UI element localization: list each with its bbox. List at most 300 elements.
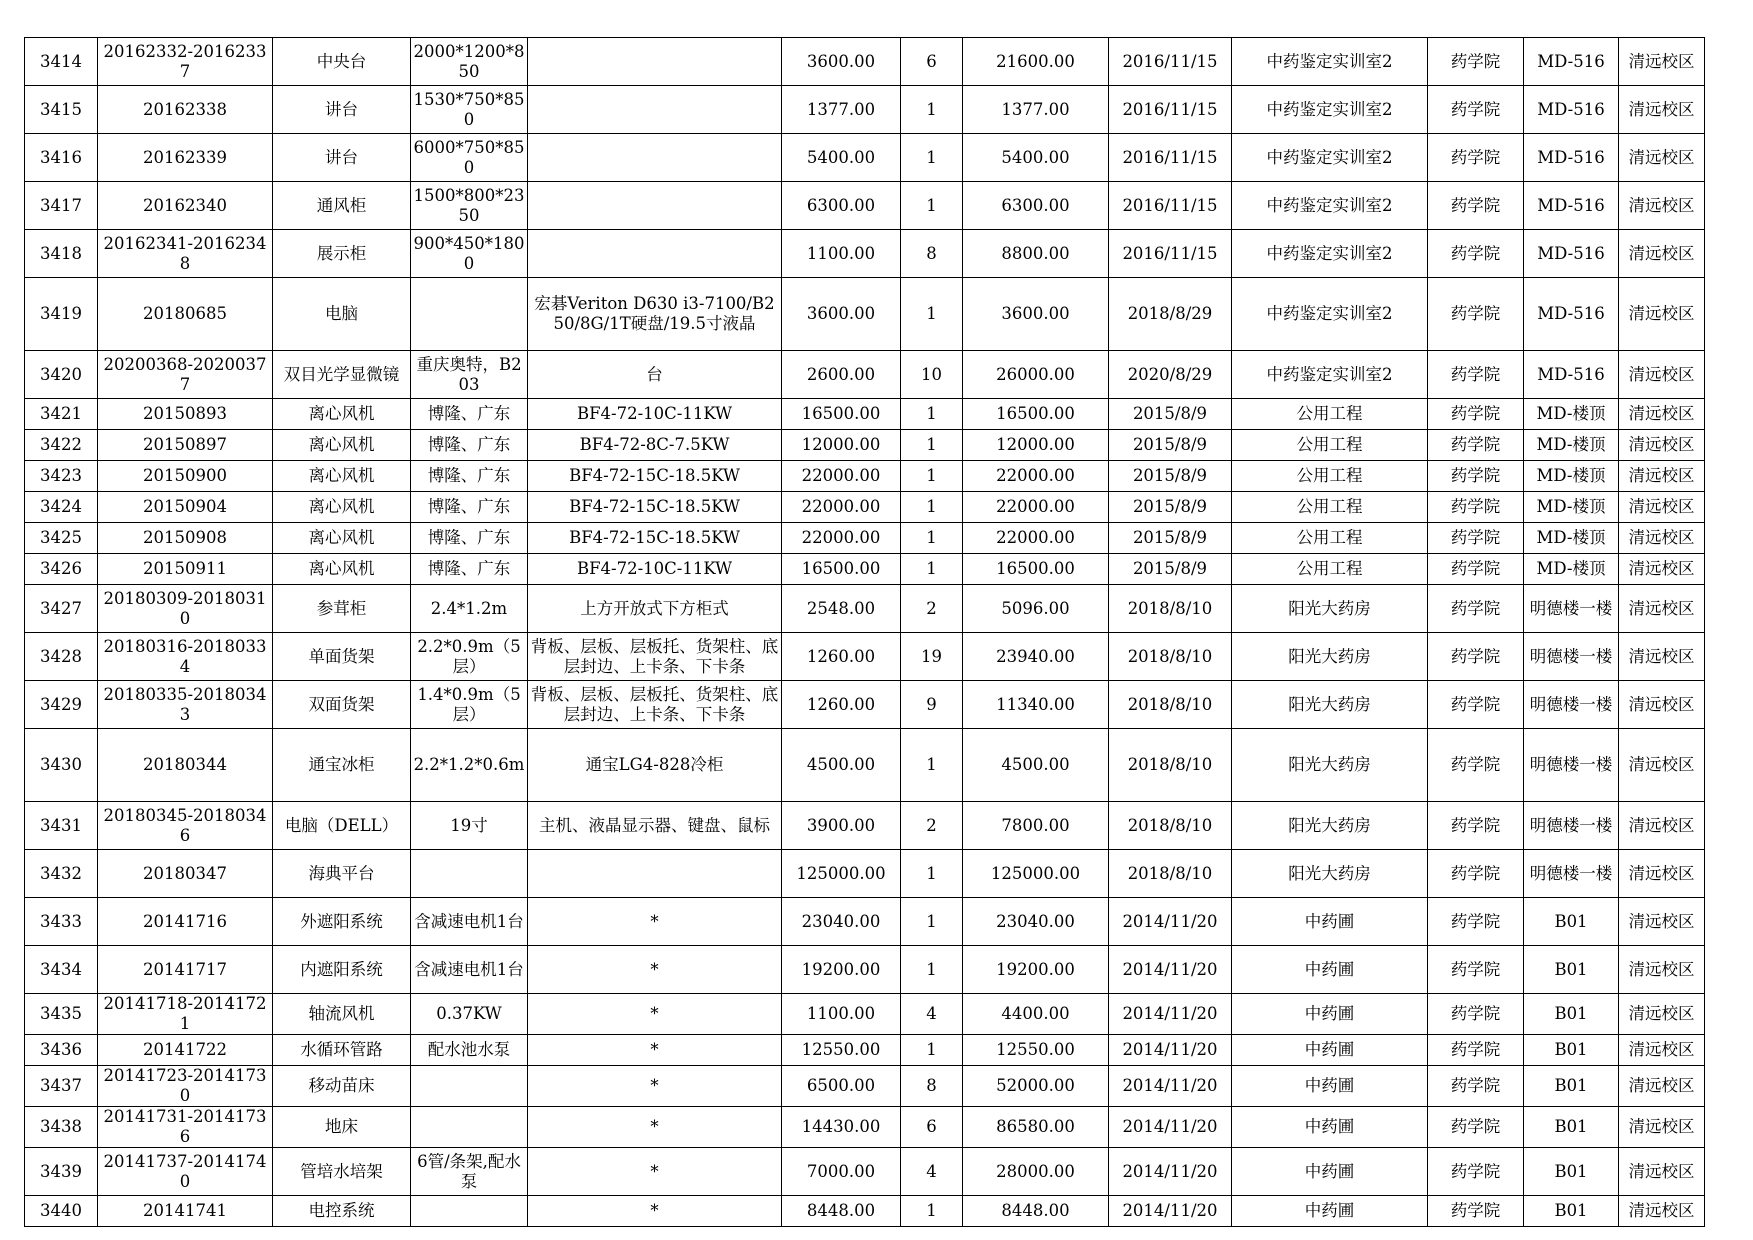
cell-room: B01 bbox=[1524, 1148, 1619, 1196]
cell-model: 台 bbox=[528, 351, 782, 399]
cell-location: 公用工程 bbox=[1232, 554, 1428, 585]
cell-purchase-date: 2016/11/15 bbox=[1109, 38, 1232, 86]
cell-total-amount: 3600.00 bbox=[963, 278, 1109, 351]
cell-room: MD-楼顶 bbox=[1524, 492, 1619, 523]
cell-row-number: 3416 bbox=[25, 134, 98, 182]
cell-department: 药学院 bbox=[1428, 1035, 1524, 1066]
cell-asset-code: 20141723-20141730 bbox=[98, 1066, 273, 1107]
cell-quantity: 1 bbox=[901, 492, 963, 523]
cell-room: MD-516 bbox=[1524, 38, 1619, 86]
cell-row-number: 3434 bbox=[25, 946, 98, 994]
cell-campus: 清远校区 bbox=[1619, 461, 1705, 492]
cell-room: MD-516 bbox=[1524, 278, 1619, 351]
cell-department: 药学院 bbox=[1428, 230, 1524, 278]
cell-unit-price: 4500.00 bbox=[782, 729, 901, 802]
cell-purchase-date: 2018/8/10 bbox=[1109, 802, 1232, 850]
cell-quantity: 6 bbox=[901, 1107, 963, 1148]
table-row bbox=[25, 946, 1705, 994]
cell-total-amount: 21600.00 bbox=[963, 38, 1109, 86]
cell-unit-price: 1100.00 bbox=[782, 994, 901, 1035]
cell-row-number: 3414 bbox=[25, 38, 98, 86]
cell-spec: 博隆、广东 bbox=[411, 461, 528, 492]
cell-department: 药学院 bbox=[1428, 729, 1524, 802]
cell-quantity: 8 bbox=[901, 1066, 963, 1107]
cell-purchase-date: 2016/11/15 bbox=[1109, 134, 1232, 182]
cell-total-amount: 12000.00 bbox=[963, 430, 1109, 461]
cell-total-amount: 11340.00 bbox=[963, 681, 1109, 729]
cell-asset-code: 20141716 bbox=[98, 898, 273, 946]
cell-location: 公用工程 bbox=[1232, 461, 1428, 492]
table-row bbox=[25, 850, 1705, 898]
cell-total-amount: 6300.00 bbox=[963, 182, 1109, 230]
cell-row-number: 3431 bbox=[25, 802, 98, 850]
table-row bbox=[25, 523, 1705, 554]
cell-room: 明德楼一楼 bbox=[1524, 850, 1619, 898]
cell-asset-code: 20150911 bbox=[98, 554, 273, 585]
cell-unit-price: 1100.00 bbox=[782, 230, 901, 278]
cell-asset-name: 外遮阳系统 bbox=[273, 898, 411, 946]
cell-asset-code: 20141737-20141740 bbox=[98, 1148, 273, 1196]
cell-location: 中药鉴定实训室2 bbox=[1232, 38, 1428, 86]
cell-campus: 清远校区 bbox=[1619, 86, 1705, 134]
cell-unit-price: 12550.00 bbox=[782, 1035, 901, 1066]
cell-asset-name: 移动苗床 bbox=[273, 1066, 411, 1107]
cell-quantity: 8 bbox=[901, 230, 963, 278]
cell-quantity: 1 bbox=[901, 430, 963, 461]
cell-location: 阳光大药房 bbox=[1232, 681, 1428, 729]
cell-department: 药学院 bbox=[1428, 399, 1524, 430]
cell-asset-name: 轴流风机 bbox=[273, 994, 411, 1035]
cell-total-amount: 4400.00 bbox=[963, 994, 1109, 1035]
cell-row-number: 3437 bbox=[25, 1066, 98, 1107]
cell-row-number: 3417 bbox=[25, 182, 98, 230]
cell-quantity: 4 bbox=[901, 994, 963, 1035]
cell-room: MD-楼顶 bbox=[1524, 461, 1619, 492]
cell-location: 中药圃 bbox=[1232, 1035, 1428, 1066]
cell-department: 药学院 bbox=[1428, 351, 1524, 399]
table-row bbox=[25, 681, 1705, 729]
cell-unit-price: 8448.00 bbox=[782, 1196, 901, 1227]
cell-purchase-date: 2018/8/29 bbox=[1109, 278, 1232, 351]
cell-unit-price: 3900.00 bbox=[782, 802, 901, 850]
cell-row-number: 3415 bbox=[25, 86, 98, 134]
cell-campus: 清远校区 bbox=[1619, 850, 1705, 898]
cell-department: 药学院 bbox=[1428, 38, 1524, 86]
cell-spec: 重庆奥特，B203 bbox=[411, 351, 528, 399]
cell-department: 药学院 bbox=[1428, 802, 1524, 850]
cell-room: MD-楼顶 bbox=[1524, 399, 1619, 430]
cell-asset-name: 地床 bbox=[273, 1107, 411, 1148]
cell-spec: 0.37KW bbox=[411, 994, 528, 1035]
cell-spec: 博隆、广东 bbox=[411, 523, 528, 554]
cell-asset-code: 20180347 bbox=[98, 850, 273, 898]
cell-spec: 1500*800*2350 bbox=[411, 182, 528, 230]
cell-purchase-date: 2018/8/10 bbox=[1109, 585, 1232, 633]
cell-room: B01 bbox=[1524, 1066, 1619, 1107]
cell-purchase-date: 2016/11/15 bbox=[1109, 182, 1232, 230]
cell-total-amount: 8800.00 bbox=[963, 230, 1109, 278]
cell-total-amount: 12550.00 bbox=[963, 1035, 1109, 1066]
cell-quantity: 1 bbox=[901, 554, 963, 585]
cell-total-amount: 1377.00 bbox=[963, 86, 1109, 134]
cell-department: 药学院 bbox=[1428, 278, 1524, 351]
table-row bbox=[25, 898, 1705, 946]
cell-total-amount: 16500.00 bbox=[963, 554, 1109, 585]
cell-unit-price: 14430.00 bbox=[782, 1107, 901, 1148]
cell-location: 公用工程 bbox=[1232, 430, 1428, 461]
cell-room: 明德楼一楼 bbox=[1524, 729, 1619, 802]
cell-spec: 博隆、广东 bbox=[411, 492, 528, 523]
cell-asset-name: 水循环管路 bbox=[273, 1035, 411, 1066]
cell-campus: 清远校区 bbox=[1619, 430, 1705, 461]
cell-unit-price: 6500.00 bbox=[782, 1066, 901, 1107]
cell-room: MD-516 bbox=[1524, 86, 1619, 134]
cell-location: 中药圃 bbox=[1232, 898, 1428, 946]
cell-total-amount: 4500.00 bbox=[963, 729, 1109, 802]
cell-model: * bbox=[528, 946, 782, 994]
cell-location: 中药鉴定实训室2 bbox=[1232, 351, 1428, 399]
cell-spec: 2.2*0.9m（5层） bbox=[411, 633, 528, 681]
cell-room: 明德楼一楼 bbox=[1524, 633, 1619, 681]
cell-room: B01 bbox=[1524, 946, 1619, 994]
cell-model: BF4-72-8C-7.5KW bbox=[528, 430, 782, 461]
cell-row-number: 3426 bbox=[25, 554, 98, 585]
cell-quantity: 1 bbox=[901, 399, 963, 430]
cell-asset-code: 20162332-20162337 bbox=[98, 38, 273, 86]
cell-quantity: 10 bbox=[901, 351, 963, 399]
cell-spec: 1.4*0.9m（5层） bbox=[411, 681, 528, 729]
cell-spec: 1530*750*850 bbox=[411, 86, 528, 134]
cell-row-number: 3440 bbox=[25, 1196, 98, 1227]
cell-model: * bbox=[528, 898, 782, 946]
cell-location: 中药鉴定实训室2 bbox=[1232, 86, 1428, 134]
cell-model: * bbox=[528, 1196, 782, 1227]
cell-asset-code: 20141731-20141736 bbox=[98, 1107, 273, 1148]
cell-model: 背板、层板、层板托、货架柱、底层封边、上卡条、下卡条 bbox=[528, 633, 782, 681]
cell-model: 通宝LG4-828冷柜 bbox=[528, 729, 782, 802]
asset-table-body bbox=[25, 38, 1705, 1227]
cell-location: 中药圃 bbox=[1232, 994, 1428, 1035]
cell-quantity: 1 bbox=[901, 86, 963, 134]
cell-spec: 含减速电机1台 bbox=[411, 946, 528, 994]
cell-asset-name: 离心风机 bbox=[273, 523, 411, 554]
cell-purchase-date: 2015/8/9 bbox=[1109, 461, 1232, 492]
cell-total-amount: 86580.00 bbox=[963, 1107, 1109, 1148]
cell-quantity: 9 bbox=[901, 681, 963, 729]
cell-total-amount: 5096.00 bbox=[963, 585, 1109, 633]
cell-asset-name: 参茸柜 bbox=[273, 585, 411, 633]
cell-total-amount: 19200.00 bbox=[963, 946, 1109, 994]
cell-unit-price: 5400.00 bbox=[782, 134, 901, 182]
cell-spec: 900*450*1800 bbox=[411, 230, 528, 278]
cell-quantity: 1 bbox=[901, 850, 963, 898]
cell-asset-code: 20141718-20141721 bbox=[98, 994, 273, 1035]
cell-campus: 清远校区 bbox=[1619, 898, 1705, 946]
cell-row-number: 3429 bbox=[25, 681, 98, 729]
table-row bbox=[25, 461, 1705, 492]
cell-purchase-date: 2015/8/9 bbox=[1109, 399, 1232, 430]
cell-quantity: 1 bbox=[901, 182, 963, 230]
cell-total-amount: 23040.00 bbox=[963, 898, 1109, 946]
cell-purchase-date: 2016/11/15 bbox=[1109, 86, 1232, 134]
cell-location: 中药圃 bbox=[1232, 946, 1428, 994]
cell-quantity: 1 bbox=[901, 523, 963, 554]
table-row bbox=[25, 182, 1705, 230]
cell-spec: 博隆、广东 bbox=[411, 554, 528, 585]
cell-unit-price: 22000.00 bbox=[782, 461, 901, 492]
cell-asset-code: 20162341-20162348 bbox=[98, 230, 273, 278]
cell-spec: 配水池水泵 bbox=[411, 1035, 528, 1066]
cell-model bbox=[528, 86, 782, 134]
cell-row-number: 3433 bbox=[25, 898, 98, 946]
cell-quantity: 19 bbox=[901, 633, 963, 681]
table-row bbox=[25, 430, 1705, 461]
cell-department: 药学院 bbox=[1428, 1066, 1524, 1107]
cell-department: 药学院 bbox=[1428, 1196, 1524, 1227]
cell-unit-price: 22000.00 bbox=[782, 523, 901, 554]
cell-campus: 清远校区 bbox=[1619, 994, 1705, 1035]
cell-quantity: 1 bbox=[901, 278, 963, 351]
cell-model: * bbox=[528, 994, 782, 1035]
cell-total-amount: 22000.00 bbox=[963, 523, 1109, 554]
cell-room: MD-516 bbox=[1524, 230, 1619, 278]
table-row bbox=[25, 585, 1705, 633]
cell-department: 药学院 bbox=[1428, 898, 1524, 946]
cell-campus: 清远校区 bbox=[1619, 1196, 1705, 1227]
cell-spec: 2000*1200*850 bbox=[411, 38, 528, 86]
cell-campus: 清远校区 bbox=[1619, 351, 1705, 399]
cell-asset-name: 双目光学显微镜 bbox=[273, 351, 411, 399]
cell-model: * bbox=[528, 1107, 782, 1148]
cell-spec: 6000*750*850 bbox=[411, 134, 528, 182]
cell-spec: 博隆、广东 bbox=[411, 430, 528, 461]
cell-campus: 清远校区 bbox=[1619, 1148, 1705, 1196]
cell-row-number: 3427 bbox=[25, 585, 98, 633]
cell-campus: 清远校区 bbox=[1619, 1066, 1705, 1107]
cell-campus: 清远校区 bbox=[1619, 278, 1705, 351]
cell-quantity: 1 bbox=[901, 1196, 963, 1227]
cell-purchase-date: 2014/11/20 bbox=[1109, 1066, 1232, 1107]
cell-model bbox=[528, 182, 782, 230]
cell-asset-name: 单面货架 bbox=[273, 633, 411, 681]
cell-unit-price: 23040.00 bbox=[782, 898, 901, 946]
cell-row-number: 3420 bbox=[25, 351, 98, 399]
cell-purchase-date: 2018/8/10 bbox=[1109, 729, 1232, 802]
cell-spec: 19寸 bbox=[411, 802, 528, 850]
cell-unit-price: 22000.00 bbox=[782, 492, 901, 523]
table-row bbox=[25, 492, 1705, 523]
cell-location: 中药鉴定实训室2 bbox=[1232, 182, 1428, 230]
cell-purchase-date: 2018/8/10 bbox=[1109, 633, 1232, 681]
cell-location: 中药鉴定实训室2 bbox=[1232, 278, 1428, 351]
cell-unit-price: 2600.00 bbox=[782, 351, 901, 399]
cell-room: MD-516 bbox=[1524, 182, 1619, 230]
cell-unit-price: 125000.00 bbox=[782, 850, 901, 898]
cell-asset-code: 20180685 bbox=[98, 278, 273, 351]
cell-spec: 含减速电机1台 bbox=[411, 898, 528, 946]
cell-spec bbox=[411, 1066, 528, 1107]
cell-room: MD-516 bbox=[1524, 351, 1619, 399]
cell-asset-name: 电脑 bbox=[273, 278, 411, 351]
cell-model: * bbox=[528, 1148, 782, 1196]
cell-row-number: 3438 bbox=[25, 1107, 98, 1148]
cell-room: MD-516 bbox=[1524, 134, 1619, 182]
cell-department: 药学院 bbox=[1428, 430, 1524, 461]
cell-purchase-date: 2018/8/10 bbox=[1109, 681, 1232, 729]
cell-campus: 清远校区 bbox=[1619, 681, 1705, 729]
cell-row-number: 3423 bbox=[25, 461, 98, 492]
cell-model bbox=[528, 850, 782, 898]
cell-location: 中药圃 bbox=[1232, 1196, 1428, 1227]
cell-total-amount: 5400.00 bbox=[963, 134, 1109, 182]
cell-model: * bbox=[528, 1035, 782, 1066]
cell-department: 药学院 bbox=[1428, 461, 1524, 492]
table-row bbox=[25, 86, 1705, 134]
cell-location: 阳光大药房 bbox=[1232, 633, 1428, 681]
table-row bbox=[25, 278, 1705, 351]
table-row bbox=[25, 1196, 1705, 1227]
cell-location: 公用工程 bbox=[1232, 399, 1428, 430]
cell-room: MD-楼顶 bbox=[1524, 523, 1619, 554]
cell-spec: 博隆、广东 bbox=[411, 399, 528, 430]
cell-location: 阳光大药房 bbox=[1232, 585, 1428, 633]
table-row bbox=[25, 802, 1705, 850]
cell-spec bbox=[411, 278, 528, 351]
cell-model: * bbox=[528, 1066, 782, 1107]
cell-unit-price: 1377.00 bbox=[782, 86, 901, 134]
cell-room: MD-楼顶 bbox=[1524, 554, 1619, 585]
cell-total-amount: 22000.00 bbox=[963, 492, 1109, 523]
cell-quantity: 1 bbox=[901, 898, 963, 946]
cell-asset-code: 20180345-20180346 bbox=[98, 802, 273, 850]
cell-campus: 清远校区 bbox=[1619, 802, 1705, 850]
cell-location: 阳光大药房 bbox=[1232, 850, 1428, 898]
cell-model: 背板、层板、层板托、货架柱、底层封边、上卡条、下卡条 bbox=[528, 681, 782, 729]
table-row bbox=[25, 351, 1705, 399]
cell-unit-price: 3600.00 bbox=[782, 278, 901, 351]
cell-campus: 清远校区 bbox=[1619, 554, 1705, 585]
table-row bbox=[25, 38, 1705, 86]
table-row bbox=[25, 554, 1705, 585]
cell-department: 药学院 bbox=[1428, 492, 1524, 523]
cell-campus: 清远校区 bbox=[1619, 134, 1705, 182]
cell-purchase-date: 2014/11/20 bbox=[1109, 946, 1232, 994]
cell-location: 公用工程 bbox=[1232, 523, 1428, 554]
cell-campus: 清远校区 bbox=[1619, 729, 1705, 802]
cell-asset-name: 离心风机 bbox=[273, 492, 411, 523]
cell-quantity: 1 bbox=[901, 1035, 963, 1066]
cell-purchase-date: 2015/8/9 bbox=[1109, 492, 1232, 523]
cell-room: B01 bbox=[1524, 1107, 1619, 1148]
cell-model: 上方开放式下方柜式 bbox=[528, 585, 782, 633]
table-row bbox=[25, 1107, 1705, 1148]
table-row bbox=[25, 729, 1705, 802]
cell-department: 药学院 bbox=[1428, 182, 1524, 230]
cell-model: BF4-72-10C-11KW bbox=[528, 554, 782, 585]
cell-campus: 清远校区 bbox=[1619, 38, 1705, 86]
cell-model: 宏碁Veriton D630 i3-7100/B250/8G/1T硬盘/19.5寸液晶 bbox=[528, 278, 782, 351]
cell-asset-name: 电脑（DELL） bbox=[273, 802, 411, 850]
cell-total-amount: 26000.00 bbox=[963, 351, 1109, 399]
cell-model: 主机、液晶显示器、键盘、鼠标 bbox=[528, 802, 782, 850]
cell-purchase-date: 2014/11/20 bbox=[1109, 898, 1232, 946]
cell-total-amount: 8448.00 bbox=[963, 1196, 1109, 1227]
cell-location: 中药圃 bbox=[1232, 1066, 1428, 1107]
cell-unit-price: 6300.00 bbox=[782, 182, 901, 230]
cell-total-amount: 52000.00 bbox=[963, 1066, 1109, 1107]
cell-unit-price: 1260.00 bbox=[782, 633, 901, 681]
cell-total-amount: 28000.00 bbox=[963, 1148, 1109, 1196]
cell-purchase-date: 2020/8/29 bbox=[1109, 351, 1232, 399]
cell-department: 药学院 bbox=[1428, 946, 1524, 994]
cell-room: B01 bbox=[1524, 1196, 1619, 1227]
cell-purchase-date: 2015/8/9 bbox=[1109, 554, 1232, 585]
cell-purchase-date: 2014/11/20 bbox=[1109, 1035, 1232, 1066]
cell-model bbox=[528, 134, 782, 182]
cell-department: 药学院 bbox=[1428, 585, 1524, 633]
cell-asset-code: 20180344 bbox=[98, 729, 273, 802]
cell-quantity: 2 bbox=[901, 585, 963, 633]
cell-asset-code: 20150904 bbox=[98, 492, 273, 523]
cell-spec: 2.4*1.2m bbox=[411, 585, 528, 633]
cell-quantity: 1 bbox=[901, 461, 963, 492]
cell-campus: 清远校区 bbox=[1619, 633, 1705, 681]
cell-asset-name: 双面货架 bbox=[273, 681, 411, 729]
cell-row-number: 3439 bbox=[25, 1148, 98, 1196]
cell-model: BF4-72-15C-18.5KW bbox=[528, 523, 782, 554]
cell-row-number: 3425 bbox=[25, 523, 98, 554]
cell-purchase-date: 2014/11/20 bbox=[1109, 1196, 1232, 1227]
cell-asset-code: 20162339 bbox=[98, 134, 273, 182]
cell-model bbox=[528, 38, 782, 86]
cell-department: 药学院 bbox=[1428, 1107, 1524, 1148]
cell-location: 阳光大药房 bbox=[1232, 802, 1428, 850]
cell-total-amount: 16500.00 bbox=[963, 399, 1109, 430]
cell-unit-price: 3600.00 bbox=[782, 38, 901, 86]
cell-room: B01 bbox=[1524, 994, 1619, 1035]
cell-unit-price: 7000.00 bbox=[782, 1148, 901, 1196]
cell-spec bbox=[411, 1107, 528, 1148]
cell-asset-code: 20141717 bbox=[98, 946, 273, 994]
cell-location: 公用工程 bbox=[1232, 492, 1428, 523]
cell-quantity: 1 bbox=[901, 729, 963, 802]
cell-department: 药学院 bbox=[1428, 1148, 1524, 1196]
cell-room: 明德楼一楼 bbox=[1524, 585, 1619, 633]
cell-asset-name: 离心风机 bbox=[273, 430, 411, 461]
cell-row-number: 3432 bbox=[25, 850, 98, 898]
cell-location: 阳光大药房 bbox=[1232, 729, 1428, 802]
cell-asset-name: 海典平台 bbox=[273, 850, 411, 898]
cell-asset-name: 离心风机 bbox=[273, 399, 411, 430]
table-row bbox=[25, 1066, 1705, 1107]
cell-unit-price: 16500.00 bbox=[782, 554, 901, 585]
cell-department: 药学院 bbox=[1428, 850, 1524, 898]
cell-asset-name: 通风柜 bbox=[273, 182, 411, 230]
cell-row-number: 3424 bbox=[25, 492, 98, 523]
cell-department: 药学院 bbox=[1428, 86, 1524, 134]
cell-unit-price: 2548.00 bbox=[782, 585, 901, 633]
cell-asset-code: 20150893 bbox=[98, 399, 273, 430]
cell-purchase-date: 2015/8/9 bbox=[1109, 430, 1232, 461]
cell-purchase-date: 2014/11/20 bbox=[1109, 1107, 1232, 1148]
cell-room: MD-楼顶 bbox=[1524, 430, 1619, 461]
cell-purchase-date: 2014/11/20 bbox=[1109, 1148, 1232, 1196]
cell-asset-code: 20150900 bbox=[98, 461, 273, 492]
table-row bbox=[25, 994, 1705, 1035]
cell-department: 药学院 bbox=[1428, 523, 1524, 554]
cell-row-number: 3421 bbox=[25, 399, 98, 430]
table-row bbox=[25, 1148, 1705, 1196]
